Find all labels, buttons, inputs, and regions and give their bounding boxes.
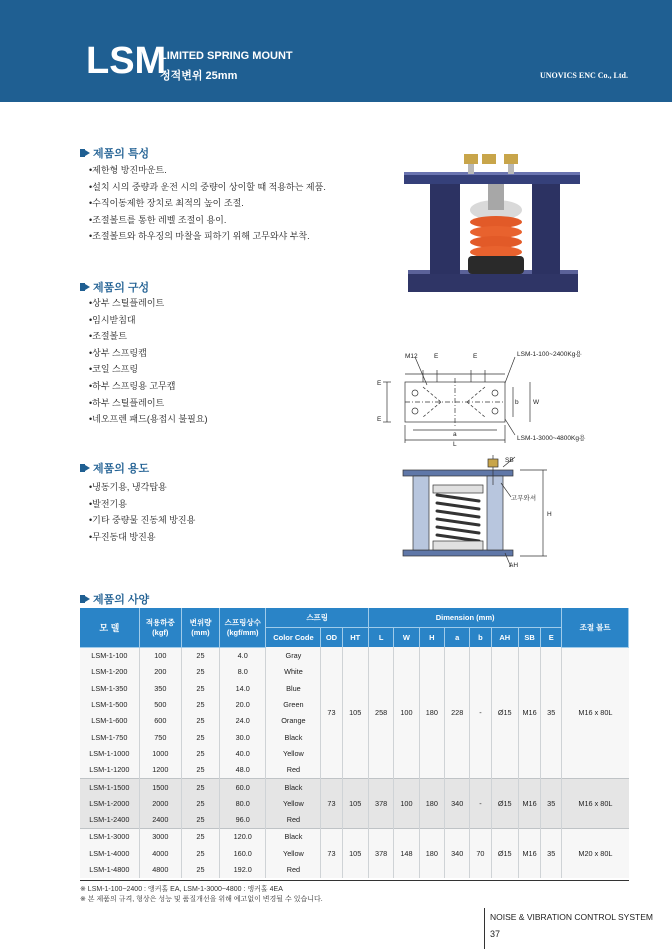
header-model: 모 델 — [80, 608, 139, 647]
spring-rod — [488, 184, 504, 210]
section-left-wall — [413, 476, 429, 550]
cell-k: 80.0 — [219, 795, 265, 811]
section-top — [403, 470, 513, 476]
product-code: LSM — [86, 40, 167, 82]
uses-title: 제품의 용도 — [93, 463, 150, 475]
cell-disp: 25 — [181, 729, 219, 745]
header-load: 적용하중 (kgf) — [139, 608, 181, 647]
list-item: • 발전기용 — [89, 496, 195, 513]
cell-bolt: M16 x 80L — [562, 778, 629, 828]
cell-color: Orange — [266, 713, 321, 729]
cell-color: Red — [266, 762, 321, 779]
cell-color: Gray — [266, 647, 321, 664]
cell-color: Yellow — [266, 795, 321, 811]
header-sb: SB — [518, 628, 540, 648]
list-item: • 제한형 방진마운트. — [89, 162, 326, 179]
label-m12: M12 — [405, 353, 418, 360]
cell-disp: 25 — [181, 828, 219, 845]
cell-w: 100 — [394, 778, 419, 828]
cell-ht: 105 — [342, 828, 368, 877]
section-arrow-icon — [80, 463, 90, 473]
section-base — [403, 550, 513, 556]
cell-color: White — [266, 664, 321, 680]
list-item: • 상부 스프링캡 — [89, 345, 207, 362]
cell-model: LSM-1-2400 — [80, 811, 139, 828]
cell-model: LSM-1-600 — [80, 713, 139, 729]
cell-w: 100 — [394, 647, 419, 778]
list-item: • 기타 중량물 진동체 방진용 — [89, 512, 195, 529]
cell-load: 500 — [139, 696, 181, 712]
cell-bolt: M20 x 80L — [562, 828, 629, 877]
uses-heading — [80, 460, 149, 476]
cell-model: LSM-1-500 — [80, 696, 139, 712]
cell-color: Black — [266, 828, 321, 845]
cell-disp: 25 — [181, 664, 219, 680]
cell-disp: 25 — [181, 778, 219, 795]
cell-color: Red — [266, 811, 321, 828]
cell-l: 378 — [368, 778, 393, 828]
cell-model: LSM-1-750 — [80, 729, 139, 745]
list-item: • 하부 스프링용 고무캡 — [89, 378, 207, 395]
cell-ht: 105 — [342, 778, 368, 828]
company-name: UNOVICS ENC Co., Ltd. — [539, 71, 628, 80]
header-l: L — [368, 628, 393, 648]
cell-k: 30.0 — [219, 729, 265, 745]
page-number: 37 — [490, 929, 501, 939]
cell-k: 14.0 — [219, 680, 265, 696]
cell-od: 73 — [321, 778, 342, 828]
header-dimension: Dimension (mm) — [368, 608, 561, 628]
note-top: LSM-1-100~2400Kg용 — [517, 351, 582, 358]
cell-l: 258 — [368, 647, 393, 778]
cell-l: 378 — [368, 828, 393, 877]
header-disp: 변위량 (mm) — [181, 608, 219, 647]
bolt — [504, 154, 518, 164]
cell-load: 2000 — [139, 795, 181, 811]
left-post — [430, 182, 460, 274]
cell-model: LSM-1-200 — [80, 664, 139, 680]
list-item: • 수직이동제한 장치로 최적의 높이 조절. — [89, 195, 326, 212]
cell-k: 120.0 — [219, 828, 265, 845]
product-title-ko: 정적변위 25mm — [160, 70, 238, 82]
header-b: b — [470, 628, 491, 648]
header-bolt: 조절 볼트 — [562, 608, 629, 647]
cell-ht: 105 — [342, 647, 368, 778]
cell-b: - — [470, 647, 491, 778]
list-item: • 무진동대 방진용 — [89, 529, 195, 546]
cell-ah: Ø15 — [491, 647, 518, 778]
cell-disp: 25 — [181, 696, 219, 712]
label-sb: SB — [505, 457, 514, 464]
cell-disp: 25 — [181, 745, 219, 761]
cell-load: 200 — [139, 664, 181, 680]
cell-disp: 25 — [181, 680, 219, 696]
cell-disp: 25 — [181, 795, 219, 811]
features-list — [89, 162, 326, 245]
cell-load: 4800 — [139, 861, 181, 877]
features-title: 제품의 특성 — [93, 148, 150, 160]
cell-disp: 25 — [181, 647, 219, 664]
footnotes — [80, 885, 323, 905]
section-spring — [437, 495, 479, 541]
cell-load: 1000 — [139, 745, 181, 761]
cell-load: 1500 — [139, 778, 181, 795]
cell-model: LSM-1-3000 — [80, 828, 139, 845]
cell-e: 35 — [541, 647, 562, 778]
label-w: W — [533, 399, 540, 406]
cell-color: Black — [266, 778, 321, 795]
table-row — [80, 778, 629, 795]
table-row — [80, 647, 629, 664]
header-ht: HT — [342, 628, 368, 648]
list-item: • 임시받침대 — [89, 312, 207, 329]
rubber-cup — [468, 256, 524, 274]
label-a: a — [453, 431, 457, 438]
cell-k: 20.0 — [219, 696, 265, 712]
cell-color: Blue — [266, 680, 321, 696]
footer-divider — [484, 908, 485, 949]
header-w: W — [394, 628, 419, 648]
cell-disp: 25 — [181, 861, 219, 877]
cell-w: 148 — [394, 828, 419, 877]
bolt-shaft — [468, 164, 474, 174]
components-title: 제품의 구성 — [93, 282, 150, 294]
cell-color: Yellow — [266, 845, 321, 861]
product-photo — [404, 150, 582, 298]
list-item: • 조절볼트 — [89, 328, 207, 345]
cell-k: 48.0 — [219, 762, 265, 779]
cell-od: 73 — [321, 828, 342, 877]
components-heading — [80, 279, 149, 295]
cell-k: 24.0 — [219, 713, 265, 729]
cell-a: 340 — [445, 778, 470, 828]
label-ah: AH — [509, 562, 519, 569]
components-list — [89, 295, 207, 428]
cell-k: 160.0 — [219, 845, 265, 861]
list-item: • 네오프렌 패드(용접시 불필요) — [89, 411, 207, 428]
cell-e: 35 — [541, 778, 562, 828]
list-item: • 조절볼트를 통한 레벨 조절이 용이. — [89, 212, 326, 229]
cell-model: LSM-1-1200 — [80, 762, 139, 779]
section-arrow-icon — [80, 282, 90, 292]
label-e: E — [473, 353, 478, 360]
uses-list — [89, 479, 195, 545]
cell-k: 8.0 — [219, 664, 265, 680]
list-item: • 조절볼트와 하우징의 마찰을 피하기 위해 고무와샤 부착. — [89, 228, 326, 245]
section-right-wall — [487, 476, 503, 550]
list-item: • 냉동기용, 냉각탑용 — [89, 479, 195, 496]
coil-spring — [470, 216, 522, 258]
spec-title: 제품의 사양 — [93, 594, 150, 606]
table-bottom-rule — [80, 880, 629, 881]
cell-ah: Ø15 — [491, 828, 518, 877]
bolt — [482, 154, 496, 164]
cell-b: - — [470, 778, 491, 828]
cell-k: 60.0 — [219, 778, 265, 795]
table-row — [80, 828, 629, 845]
bolt — [464, 154, 478, 164]
label-b: b — [515, 399, 519, 406]
cell-load: 600 — [139, 713, 181, 729]
cell-e: 35 — [541, 828, 562, 877]
cell-load: 2400 — [139, 811, 181, 828]
technical-drawing — [375, 345, 635, 575]
cell-model: LSM-1-4800 — [80, 861, 139, 877]
top-plate-edge — [404, 172, 580, 175]
spec-table — [80, 608, 629, 878]
cell-disp: 25 — [181, 762, 219, 779]
cell-a: 228 — [445, 647, 470, 778]
cell-load: 1200 — [139, 762, 181, 779]
cell-sb: M16 — [518, 828, 540, 877]
bolt-shaft — [508, 164, 514, 174]
spec-heading — [80, 591, 149, 607]
cell-k: 40.0 — [219, 745, 265, 761]
cell-model: LSM-1-100 — [80, 647, 139, 664]
cell-h: 180 — [419, 778, 444, 828]
cell-model: LSM-1-4000 — [80, 845, 139, 861]
list-item: • 설치 시의 중량과 운전 시의 중량이 상이할 때 적용하는 제품. — [89, 179, 326, 196]
cell-h: 180 — [419, 828, 444, 877]
cell-sb: M16 — [518, 647, 540, 778]
header-od: OD — [321, 628, 342, 648]
section-arrow-icon — [80, 594, 90, 604]
cell-disp: 25 — [181, 845, 219, 861]
cell-disp: 25 — [181, 713, 219, 729]
cell-k: 192.0 — [219, 861, 265, 877]
footnote: ※ 본 제품의 규격, 형상은 성능 및 품질개선을 위해 예고없이 변경될 수 있습니다. — [80, 896, 323, 903]
header-e: E — [541, 628, 562, 648]
footer-title: NOISE & VIBRATION CONTROL SYSTEM — [490, 912, 653, 922]
cell-od: 73 — [321, 647, 342, 778]
header-a: a — [445, 628, 470, 648]
cell-load: 100 — [139, 647, 181, 664]
header-spring: 스프링 — [266, 608, 368, 628]
label-e-left: E — [377, 380, 382, 387]
header-ah: AH — [491, 628, 518, 648]
list-item: • 하부 스틸플레이트 — [89, 395, 207, 412]
header-h: H — [419, 628, 444, 648]
right-post — [532, 182, 560, 274]
cell-k: 96.0 — [219, 811, 265, 828]
cell-color: Green — [266, 696, 321, 712]
cell-b: 70 — [470, 828, 491, 877]
note-bottom: LSM-1-3000~4800Kg용 — [517, 435, 586, 442]
header-spring-constant: 스프링상수 (kgf/mm) — [219, 608, 265, 647]
list-item: • 코일 스프링 — [89, 361, 207, 378]
page-header — [0, 0, 672, 102]
footnote: ※ LSM-1-100~2400 : 앵커홀 EA, LSM-1-3000~4800 : 앵커홀 4EA — [80, 886, 283, 893]
cell-color: Yellow — [266, 745, 321, 761]
label-rubber-washer: 고무와셔 — [511, 495, 537, 502]
list-item: • 상부 스틸플레이트 — [89, 295, 207, 312]
cell-h: 180 — [419, 647, 444, 778]
cell-color: Black — [266, 729, 321, 745]
product-title-en: LIMITED SPRING MOUNT — [160, 50, 293, 62]
cell-model: LSM-1-1500 — [80, 778, 139, 795]
section-arrow-icon — [80, 148, 90, 158]
label-e: E — [434, 353, 439, 360]
label-l: L — [453, 441, 457, 448]
cell-k: 4.0 — [219, 647, 265, 664]
cell-model: LSM-1-350 — [80, 680, 139, 696]
label-e-left: E — [377, 416, 382, 423]
cell-load: 3000 — [139, 828, 181, 845]
cell-model: LSM-1-1000 — [80, 745, 139, 761]
cell-load: 4000 — [139, 845, 181, 861]
cell-bolt: M16 x 80L — [562, 647, 629, 778]
cell-load: 750 — [139, 729, 181, 745]
cell-model: LSM-1-2000 — [80, 795, 139, 811]
cell-load: 350 — [139, 680, 181, 696]
cell-ah: Ø15 — [491, 778, 518, 828]
cell-disp: 25 — [181, 811, 219, 828]
features-heading — [80, 145, 149, 161]
header-color: Color Code — [266, 628, 321, 648]
label-h: H — [547, 511, 552, 518]
cell-a: 340 — [445, 828, 470, 877]
cell-sb: M16 — [518, 778, 540, 828]
cell-color: Red — [266, 861, 321, 877]
